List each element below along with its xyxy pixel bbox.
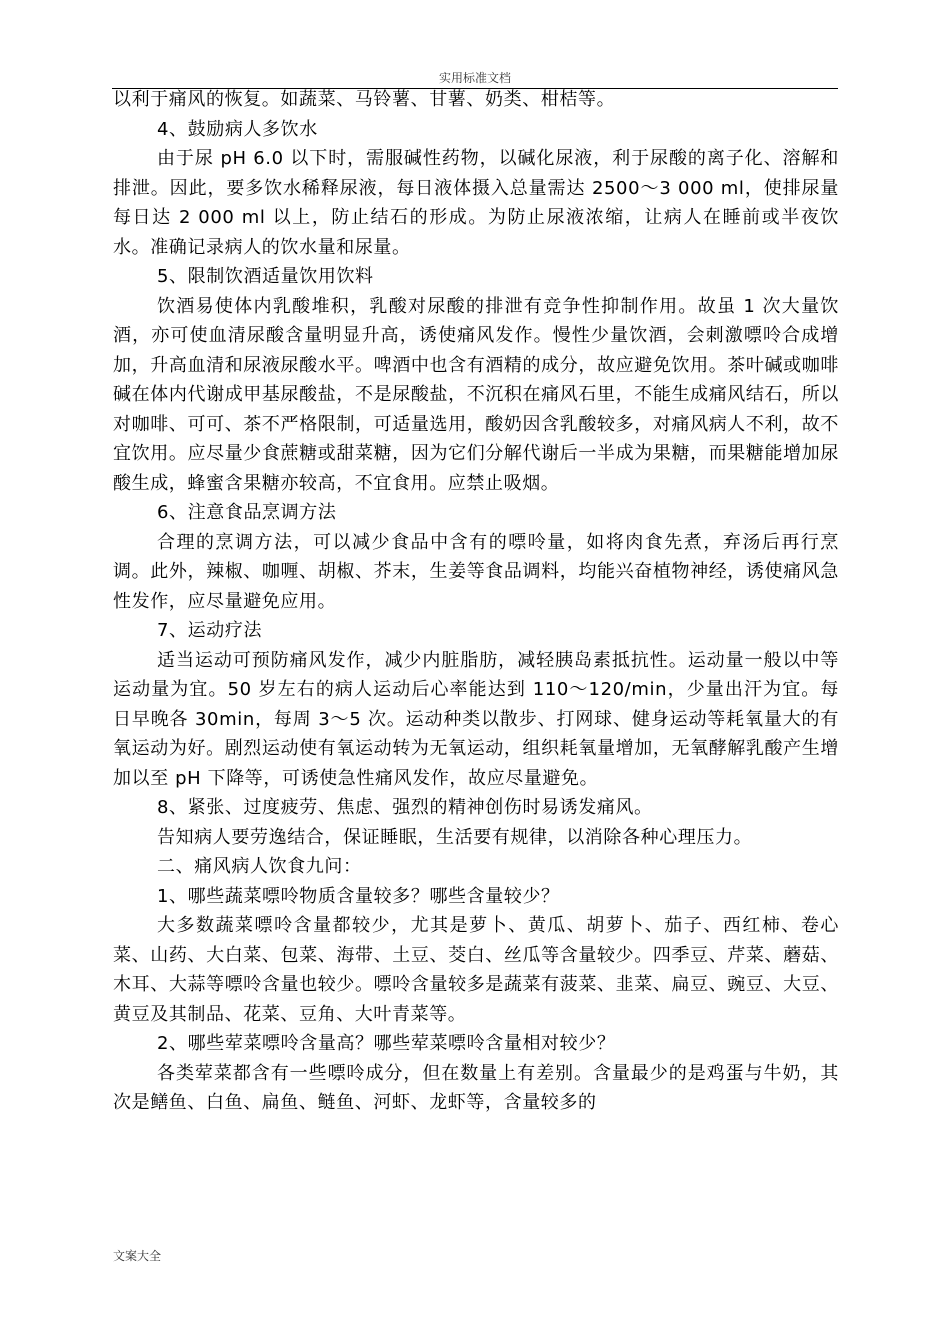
paragraph: 各类荤菜都含有一些嘌呤成分，但在数量上有差别。含量最少的是鸡蛋与牛奶，其次是鳝鱼、白鱼、扁鱼、鲢鱼、河虾、龙虾等，含量较多的 (113, 1062, 839, 1113)
paragraph: 适当运动可预防痛风发作，减少内脏脂肪，减轻胰岛素抵抗性。运动量一般以中等运动量为宜。50 岁左右的病人运动后心率能达到 110～120/min，少量出汗为宜。每日早晚各 30min，每周 3～5 次。运动种类以散步、打网球、健身运动等耗氧量大的有氧运动为好。剧烈运动使有氧运动转为无氧运动，组织耗氧量增加，无氧酵解乳酸产生增加以至 pH 下降等，可诱使急性痛风发作，故应尽量避免。 (113, 649, 839, 789)
paragraph: 合理的烹调方法，可以减少食品中含有的嘌呤量，如将肉食先煮，弃汤后再行烹调。此外，辣椒、咖喱、胡椒、芥末，生姜等食品调料，均能兴奋植物神经，诱使痛风急性发作，应尽量避免应用。 (113, 531, 839, 612)
paragraph: 由于尿 pH 6.0 以下时，需服碱性药物，以碱化尿液，利于尿酸的离子化、溶解和排泄。因此，要多饮水稀释尿液，每日液体摄入总量需达 2500～3 000 ml，使排尿量每日达 2 000 ml 以上，防止结石的形成。为防止尿液浓缩，让病人在睡前或半夜饮水。准确记录病人的饮水量和尿量。 (113, 148, 839, 258)
paragraph: 饮酒易使体内乳酸堆积，乳酸对尿酸的排泄有竞争性抑制作用。故虽 1 次大量饮酒，亦可使血清尿酸含量明显升高，诱使痛风发作。慢性少量饮酒，会刺激嘌呤合成增加，升高血清和尿液尿酸水平。啤酒中也含有酒精的成分，故应避免饮用。茶叶碱或咖啡碱在体内代谢成甲基尿酸盐，不是尿酸盐，不沉积在痛风石里，不能生成痛风结石，所以对咖啡、可可、茶不严格限制，可适量选用，酸奶因含乳酸较多，对痛风病人不利，故不宜饮用。应尽量少食蔗糖或甜菜糖，因为它们分解代谢后一半成为果糖，而果糖能增加尿酸生成，蜂蜜含果糖亦较高，不宜食用。应禁止吸烟。 (113, 295, 839, 494)
section-heading: 二、痛风病人饮食九问： (157, 856, 362, 877)
paragraph: 以利于痛风的恢复。如蔬菜、马铃薯、甘薯、奶类、柑桔等。 (113, 89, 616, 110)
paragraph: 告知病人要劳逸结合，保证睡眠，生活要有规律，以消除各种心理压力。 (157, 826, 753, 848)
question-heading: 2、哪些荤菜嘌呤含量高？哪些荤菜嘌呤含量相对较少？ (157, 1033, 616, 1054)
document-body (113, 85, 839, 1118)
section-heading: 4、鼓励病人多饮水 (157, 118, 318, 140)
section-heading: 6、注意食品烹调方法 (157, 502, 337, 523)
section-heading: 5、限制饮酒适量饮用饮料 (157, 266, 374, 287)
page-footer: 文案大全 (113, 1249, 162, 1263)
page-header: 实用标准文档 (438, 71, 511, 85)
paragraph: 大多数蔬菜嘌呤含量都较少，尤其是萝卜、黄瓜、胡萝卜、茄子、西红柿、卷心菜、山药、大白菜、包菜、海带、土豆、茭白、丝瓜等含量较少。四季豆、芹菜、蘑菇、木耳、大蒜等嘌呤含量也较少。嘌呤含量较多是蔬菜有菠菜、韭菜、扁豆、豌豆、大豆、黄豆及其制品、花菜、豆角、大叶青菜等。 (113, 915, 839, 1025)
section-heading: 7、运动疗法 (157, 620, 263, 641)
section-heading: 8、紧张、过度疲劳、焦虑、强烈的精神创伤时易诱发痛风。 (157, 797, 653, 818)
question-heading: 1、哪些蔬菜嘌呤物质含量较多？哪些含量较少？ (157, 885, 560, 907)
